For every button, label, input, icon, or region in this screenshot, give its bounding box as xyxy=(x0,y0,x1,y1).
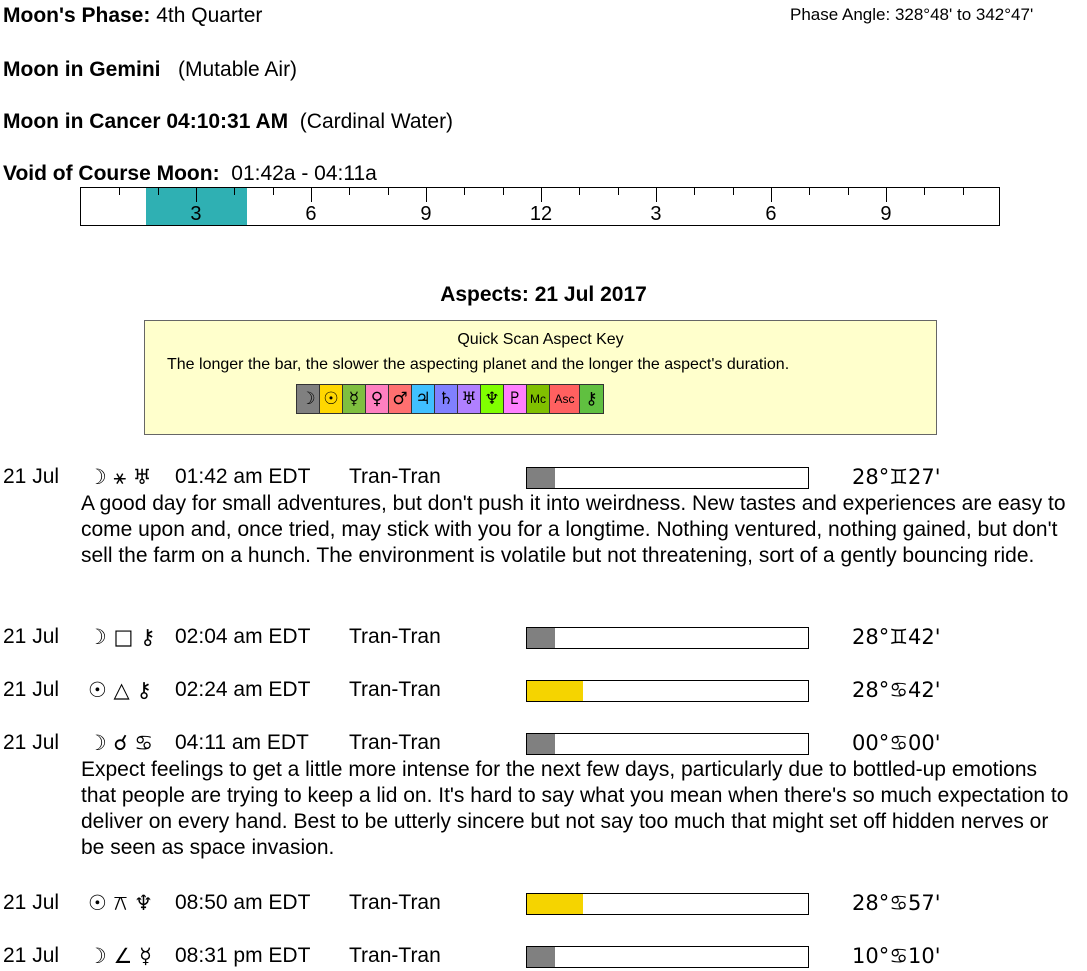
void-of-course-label: Void of Course Moon: xyxy=(3,162,220,185)
aspect-date: 21 Jul xyxy=(3,731,60,754)
void-of-course-range: 01:42a - 04:11a xyxy=(231,162,377,185)
saturn-icon: ♄ xyxy=(435,385,458,413)
aspect-position: 28°♊27' xyxy=(852,465,941,489)
timeline-tick xyxy=(963,188,964,195)
aspect-duration-fill xyxy=(527,681,583,701)
aspect-row xyxy=(0,625,1087,651)
timeline-tick xyxy=(158,188,159,195)
aspect-time: 02:24 am EDT xyxy=(175,678,311,701)
aspect-duration-fill xyxy=(527,734,555,754)
jupiter-icon: ♃ xyxy=(412,385,435,413)
timeline-tick xyxy=(656,188,657,202)
aspect-duration-bar xyxy=(526,733,809,755)
phase-angle-value: 328°48' to 342°47' xyxy=(894,5,1034,24)
sun-icon: ☉ xyxy=(320,385,343,413)
mars-icon: ♂ xyxy=(389,385,412,413)
timeline-tick xyxy=(464,188,465,195)
aspect-glyphs-icon: ☽ ⚹ ♅ xyxy=(88,465,152,489)
aspect-duration-fill xyxy=(527,468,555,488)
timeline-tick xyxy=(234,188,235,195)
aspect-date: 21 Jul xyxy=(3,625,60,648)
aspect-row xyxy=(0,731,1087,757)
void-of-course-timeline xyxy=(80,187,1000,226)
aspect-duration-bar xyxy=(526,467,809,489)
aspect-glyphs-icon: ☉ ⚻ ♆ xyxy=(88,891,153,915)
aspect-row xyxy=(0,678,1087,704)
timeline-tick xyxy=(503,188,504,195)
moon-sign-1-type: (Mutable Air) xyxy=(178,58,298,81)
timeline-tick xyxy=(809,188,810,195)
aspect-time: 01:42 am EDT xyxy=(175,465,311,488)
aspect-date: 21 Jul xyxy=(3,944,60,967)
mercury-icon: ☿ xyxy=(343,385,366,413)
aspect-duration-bar xyxy=(526,893,809,915)
moon-icon: ☽ xyxy=(297,385,320,413)
aspect-duration-bar xyxy=(526,946,809,968)
timeline-tick xyxy=(349,188,350,195)
void-of-course-line xyxy=(3,162,377,186)
aspect-position: 10°♋10' xyxy=(852,944,941,968)
aspects-title: Aspects: 21 Jul 2017 xyxy=(440,283,647,306)
key-title: Quick Scan Aspect Key xyxy=(457,331,624,348)
timeline-hour-label: 9 xyxy=(880,203,892,225)
aspect-row xyxy=(0,465,1087,491)
aspect-description: Expect feelings to get a little more intense for the next few days, particularly due to bottled-up emotions that people are trying to keep a lid on. It's hard to say what you mean when there's so much expectation to deliver on every hand. Best to be utterly sincere but not say too much that might set off hidden nerves or be seen as space invasion. xyxy=(81,758,1069,859)
aspect-position: 28°♋42' xyxy=(852,678,941,702)
aspect-time: 04:11 am EDT xyxy=(175,731,309,754)
planet-color-key xyxy=(296,384,604,414)
timeline-tick xyxy=(579,188,580,195)
timeline-hour-label: 6 xyxy=(765,203,777,225)
pluto-icon: ♇ xyxy=(504,385,527,413)
timeline-tick xyxy=(196,188,197,202)
timeline-tick xyxy=(886,188,887,202)
timeline-hour-label: 9 xyxy=(420,203,432,225)
aspect-duration-bar xyxy=(526,680,809,702)
aspect-date: 21 Jul xyxy=(3,891,60,914)
timeline-tick xyxy=(311,188,312,202)
aspect-position: 28°♊42' xyxy=(852,625,941,649)
timeline-tick xyxy=(426,188,427,202)
aspect-glyphs-icon: ☽ □ ⚷ xyxy=(88,625,156,649)
timeline-tick xyxy=(388,188,389,195)
aspect-type: Tran-Tran xyxy=(349,465,441,488)
timeline-tick xyxy=(119,188,120,195)
aspect-time: 08:31 pm EDT xyxy=(175,944,311,967)
aspect-type: Tran-Tran xyxy=(349,891,441,914)
quick-scan-aspect-key xyxy=(144,320,937,435)
timeline-tick xyxy=(924,188,925,195)
ascendant-icon: Asc xyxy=(550,385,580,413)
moon-sign-1: Moon in Gemini xyxy=(3,58,161,81)
moon-phase-label: Moon's Phase: xyxy=(3,4,151,27)
timeline-tick xyxy=(694,188,695,195)
timeline-hour-label: 3 xyxy=(190,203,202,225)
phase-angle-line xyxy=(790,5,1033,25)
aspect-duration-fill xyxy=(527,894,583,914)
neptune-icon: ♆ xyxy=(481,385,504,413)
timeline-tick xyxy=(273,188,274,195)
moon-sign-line-1 xyxy=(3,58,297,82)
timeline-tick xyxy=(733,188,734,195)
aspect-date: 21 Jul xyxy=(3,465,60,488)
aspect-description: A good day for small adventures, but don't push it into weirdness. New tastes and experiences are easy to come upon and, once tried, may stick with you for a longtime. Nothing ventured, nothing gained, but don't sell the farm on a hunch. The environment is volatile but not threatening, sort of a gently bouncing ride. xyxy=(81,492,1066,567)
aspect-glyphs-icon: ☽ ☌ ♋ xyxy=(88,731,154,755)
phase-angle-label: Phase Angle: xyxy=(790,5,891,24)
chiron-icon: ⚷ xyxy=(580,385,603,413)
aspect-type: Tran-Tran xyxy=(349,731,441,754)
moon-sign-line-2 xyxy=(3,110,453,134)
timeline-tick xyxy=(541,188,542,202)
timeline-tick xyxy=(848,188,849,195)
timeline-hour-label: 6 xyxy=(305,203,317,225)
midheaven-icon: Mc xyxy=(527,385,550,413)
aspect-duration-bar xyxy=(526,627,809,649)
timeline-tick xyxy=(618,188,619,195)
aspect-date: 21 Jul xyxy=(3,678,60,701)
aspect-time: 08:50 am EDT xyxy=(175,891,311,914)
aspect-glyphs-icon: ☉ △ ⚷ xyxy=(88,678,152,702)
aspect-time: 02:04 am EDT xyxy=(175,625,311,648)
aspect-duration-fill xyxy=(527,628,555,648)
moon-phase-line xyxy=(3,4,262,28)
moon-phase-value: 4th Quarter xyxy=(156,4,263,27)
aspect-type: Tran-Tran xyxy=(349,625,441,648)
key-description: The longer the bar, the slower the aspecting planet and the longer the aspect's duration. xyxy=(167,356,790,373)
moon-sign-2-type: (Cardinal Water) xyxy=(299,110,454,133)
moon-sign-2: Moon in Cancer 04:10:31 AM xyxy=(3,110,289,133)
aspect-glyphs-icon: ☽ ∠ ☿ xyxy=(88,944,152,968)
venus-icon: ♀ xyxy=(366,385,389,413)
aspect-duration-fill xyxy=(527,947,555,967)
uranus-icon: ♅ xyxy=(458,385,481,413)
aspect-position: 00°♋00' xyxy=(852,731,941,755)
aspect-row xyxy=(0,891,1087,917)
aspect-position: 28°♋57' xyxy=(852,891,941,915)
timeline-hour-label: 12 xyxy=(529,203,553,225)
aspect-row xyxy=(0,944,1087,970)
aspect-type: Tran-Tran xyxy=(349,944,441,967)
timeline-tick xyxy=(771,188,772,202)
aspect-type: Tran-Tran xyxy=(349,678,441,701)
timeline-hour-label: 3 xyxy=(650,203,662,225)
